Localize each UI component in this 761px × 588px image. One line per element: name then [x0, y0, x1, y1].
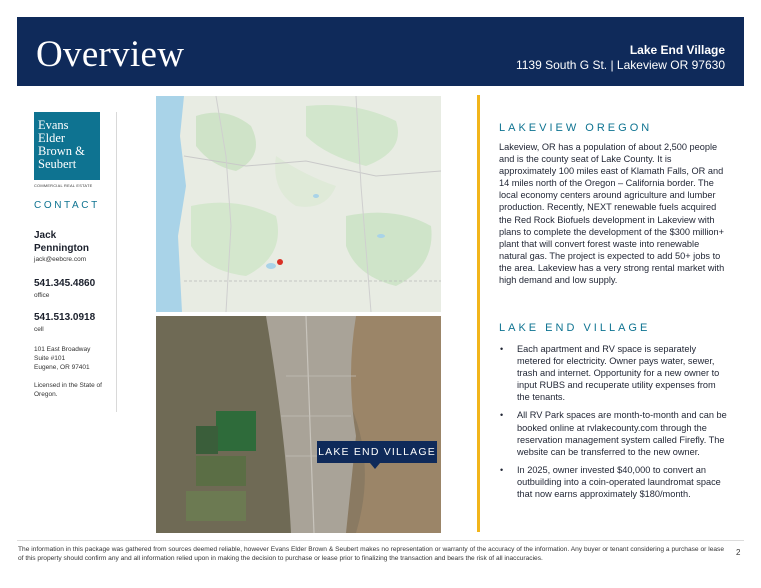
list-item: • In 2025, owner invested $40,000 to convert an outbuilding into a coin-operated laundromat space that now earns approximately $180/month. [499, 464, 729, 500]
address-line: Eugene, OR 97401 [34, 364, 90, 371]
cell-phone[interactable]: 541.513.0918 [34, 312, 96, 323]
logo-subtitle: COMMERCIAL REAL ESTATE [34, 183, 93, 188]
sidebar [34, 112, 114, 188]
property-info [516, 43, 725, 73]
lake-end-heading: LAKE END VILLAGE [499, 322, 651, 334]
page-title: Overview [36, 34, 185, 75]
cell-phone-label: cell [34, 326, 44, 333]
logo-line: Evans [38, 118, 69, 132]
address-line: Suite #101 [34, 355, 66, 362]
regional-map [156, 96, 441, 312]
company-logo[interactable] [34, 112, 100, 180]
property-name: Lake End Village [629, 43, 725, 57]
agent-email[interactable]: jack@eebcre.com [34, 256, 87, 263]
lakeview-description: Lakeview, OR has a population of about 2,500 people and is the county seat of Lake County. It is approximately 100 miles east of Klamath Falls, OR and 14 miles north of the Oregon – California border. The local economy centers around agriculture and lumber production. Recently, NEXT renewable fuels acquired the Red Rock Biofuels development in Lakeview with plans to complete the development of the $300 million+ plant that will convert forest waste into renewable natural gas. The project is expected to add 50+ jobs to the area. Lakeview has a very strong rental market with high demand and low supply. [499, 142, 725, 286]
sidebar-divider [116, 112, 117, 412]
contact-heading: CONTACT [34, 200, 100, 211]
footer-rule [17, 540, 744, 541]
page-number: 2 [736, 548, 741, 557]
header-banner [17, 17, 744, 86]
map-graphic [156, 96, 441, 312]
disclaimer: The information in this package was gathered from sources deemed reliable, however Evans Elder Brown & Seubert makes no representation or warranty of the accuracy of the information. Any buyer or tenant considering a purchase or lease of this property should confirm any and all information relied upon in making the decision to purchase or lease prior to finalizing the transaction and bears the risk of all inaccuracies. [18, 546, 724, 562]
list-item: • Each apartment and RV space is separately metered for electricity. Owner pays water, sewer, trash and internet. Opportunity for a new owner to input RUBS and recuperate utility expenses from the tenants. [499, 343, 729, 403]
list-item: • All RV Park spaces are month-to-month and can be booked online at rvlakecounty.com through the reservation management system called Firefly. The website can be transferred to the new owner. [499, 409, 729, 457]
lakeview-heading: LAKEVIEW OREGON [499, 122, 653, 134]
logo-line: Elder [38, 131, 66, 145]
agent-name: Jack Pennington [34, 230, 89, 254]
license-note: Licensed in the State of Oregon. [34, 382, 102, 398]
address-line: 101 East Broadway [34, 346, 91, 353]
feature-list [499, 343, 729, 506]
aerial-callout: LAKE END VILLAGE [317, 441, 437, 463]
aerial-photo [156, 316, 441, 533]
callout-pointer [370, 463, 380, 469]
office-phone[interactable]: 541.345.4860 [34, 278, 96, 289]
logo-line: Seubert [38, 157, 77, 171]
aerial-graphic [156, 316, 441, 533]
office-phone-label: office [34, 292, 50, 299]
location-pin-icon [277, 259, 283, 265]
accent-divider [477, 95, 480, 532]
office-address [34, 345, 114, 372]
property-address: 1139 South G St. | Lakeview OR 97630 [515, 58, 725, 72]
logo-line: Brown & [38, 144, 85, 158]
